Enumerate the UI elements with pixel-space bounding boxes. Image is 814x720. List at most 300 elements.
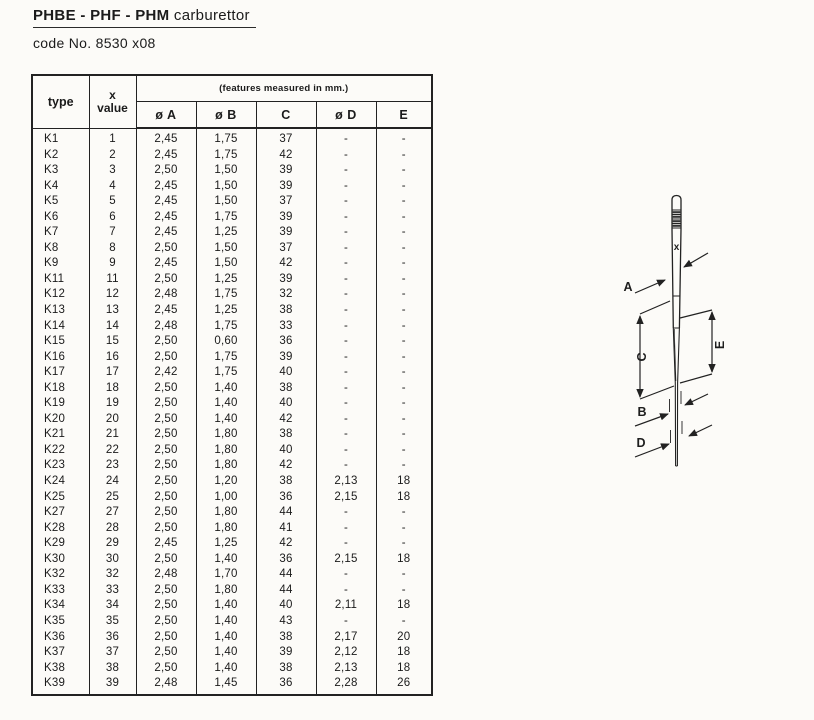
cell-c: 37 bbox=[256, 241, 316, 257]
cell-e: - bbox=[376, 128, 432, 148]
page-title-regular: carburettor bbox=[169, 7, 250, 24]
table-header bbox=[32, 75, 432, 128]
cell-c: 36 bbox=[256, 676, 316, 695]
cell-dia-d: 2,13 bbox=[316, 661, 376, 677]
cell-c: 36 bbox=[256, 334, 316, 350]
cell-x-value: 33 bbox=[89, 583, 136, 599]
table-row bbox=[32, 287, 432, 303]
cell-dia-d: - bbox=[316, 128, 376, 148]
cell-dia-b: 1,80 bbox=[196, 583, 256, 599]
cell-c: 44 bbox=[256, 583, 316, 599]
table-row bbox=[32, 365, 432, 381]
cell-x-value: 8 bbox=[89, 241, 136, 257]
cell-dia-a: 2,48 bbox=[136, 287, 196, 303]
cell-dia-d: 2,13 bbox=[316, 474, 376, 490]
cell-c: 39 bbox=[256, 272, 316, 288]
dim-a-label: A bbox=[623, 280, 633, 294]
cell-c: 36 bbox=[256, 490, 316, 506]
table-row bbox=[32, 536, 432, 552]
cell-e: - bbox=[376, 319, 432, 335]
cell-type: K28 bbox=[32, 521, 89, 537]
cell-x-value: 28 bbox=[89, 521, 136, 537]
cell-x-value: 23 bbox=[89, 458, 136, 474]
cell-dia-b: 1,50 bbox=[196, 194, 256, 210]
cell-x-value: 6 bbox=[89, 210, 136, 226]
cell-type: K4 bbox=[32, 179, 89, 195]
cell-dia-b: 1,20 bbox=[196, 474, 256, 490]
cell-x-value: 27 bbox=[89, 505, 136, 521]
col-header-e: E bbox=[376, 102, 432, 129]
cell-type: K8 bbox=[32, 241, 89, 257]
cell-dia-d: - bbox=[316, 614, 376, 630]
cell-dia-d: - bbox=[316, 256, 376, 272]
cell-dia-b: 1,25 bbox=[196, 303, 256, 319]
cell-dia-b: 1,40 bbox=[196, 661, 256, 677]
cell-x-value: 15 bbox=[89, 334, 136, 350]
cell-dia-d: - bbox=[316, 567, 376, 583]
x-label-line2: value bbox=[97, 100, 128, 115]
cell-dia-b: 1,75 bbox=[196, 148, 256, 164]
cell-type: K33 bbox=[32, 583, 89, 599]
cell-dia-b: 1,80 bbox=[196, 427, 256, 443]
cell-x-value: 32 bbox=[89, 567, 136, 583]
cell-x-value: 18 bbox=[89, 381, 136, 397]
cell-type: K9 bbox=[32, 256, 89, 272]
cell-c: 42 bbox=[256, 256, 316, 272]
cell-dia-a: 2,50 bbox=[136, 661, 196, 677]
cell-type: K20 bbox=[32, 412, 89, 428]
cell-dia-a: 2,50 bbox=[136, 505, 196, 521]
table-row bbox=[32, 303, 432, 319]
cell-dia-d: - bbox=[316, 319, 376, 335]
cell-e: - bbox=[376, 505, 432, 521]
cell-type: K22 bbox=[32, 443, 89, 459]
cell-type: K5 bbox=[32, 194, 89, 210]
cell-dia-b: 1,40 bbox=[196, 598, 256, 614]
cell-e: - bbox=[376, 194, 432, 210]
cell-dia-b: 1,75 bbox=[196, 210, 256, 226]
cell-e: - bbox=[376, 256, 432, 272]
cell-c: 38 bbox=[256, 474, 316, 490]
cell-c: 38 bbox=[256, 427, 316, 443]
dim-c-label: C bbox=[635, 352, 649, 362]
cell-e: 18 bbox=[376, 598, 432, 614]
col-header-type: type bbox=[32, 75, 89, 128]
cell-type: K37 bbox=[32, 645, 89, 661]
cell-dia-a: 2,50 bbox=[136, 490, 196, 506]
cell-x-value: 14 bbox=[89, 319, 136, 335]
cell-e: - bbox=[376, 225, 432, 241]
table-row bbox=[32, 443, 432, 459]
cell-e: - bbox=[376, 241, 432, 257]
cell-dia-b: 1,40 bbox=[196, 396, 256, 412]
cell-c: 42 bbox=[256, 536, 316, 552]
cell-x-value: 16 bbox=[89, 350, 136, 366]
cell-e: - bbox=[376, 179, 432, 195]
cell-c: 42 bbox=[256, 148, 316, 164]
cell-c: 44 bbox=[256, 505, 316, 521]
cell-dia-d: 2,12 bbox=[316, 645, 376, 661]
table-row bbox=[32, 350, 432, 366]
dim-d-arrows bbox=[635, 421, 712, 457]
cell-dia-a: 2,48 bbox=[136, 319, 196, 335]
table-row bbox=[32, 552, 432, 568]
cell-dia-b: 1,75 bbox=[196, 128, 256, 148]
cell-type: K27 bbox=[32, 505, 89, 521]
cell-dia-a: 2,50 bbox=[136, 583, 196, 599]
table-row bbox=[32, 412, 432, 428]
cell-type: K24 bbox=[32, 474, 89, 490]
cell-c: 39 bbox=[256, 645, 316, 661]
cell-x-value: 9 bbox=[89, 256, 136, 272]
cell-dia-a: 2,45 bbox=[136, 128, 196, 148]
cell-dia-b: 1,40 bbox=[196, 412, 256, 428]
col-header-dia-b: ø B bbox=[196, 102, 256, 129]
cell-dia-b: 1,40 bbox=[196, 614, 256, 630]
cell-dia-b: 1,80 bbox=[196, 458, 256, 474]
cell-dia-b: 1,80 bbox=[196, 505, 256, 521]
cell-dia-a: 2,50 bbox=[136, 272, 196, 288]
table-row bbox=[32, 210, 432, 226]
cell-dia-d: - bbox=[316, 583, 376, 599]
cell-x-value: 3 bbox=[89, 163, 136, 179]
cell-dia-b: 1,40 bbox=[196, 630, 256, 646]
cell-dia-a: 2,50 bbox=[136, 458, 196, 474]
cell-c: 36 bbox=[256, 552, 316, 568]
cell-type: K11 bbox=[32, 272, 89, 288]
cell-dia-a: 2,45 bbox=[136, 210, 196, 226]
col-header-dia-a: ø A bbox=[136, 102, 196, 129]
cell-dia-a: 2,50 bbox=[136, 381, 196, 397]
cell-c: 42 bbox=[256, 412, 316, 428]
cell-type: K6 bbox=[32, 210, 89, 226]
cell-dia-d: - bbox=[316, 287, 376, 303]
cell-type: K13 bbox=[32, 303, 89, 319]
cell-dia-b: 1,75 bbox=[196, 350, 256, 366]
cell-dia-a: 2,50 bbox=[136, 630, 196, 646]
cell-x-value: 1 bbox=[89, 128, 136, 148]
cell-dia-a: 2,50 bbox=[136, 396, 196, 412]
cell-dia-b: 1,50 bbox=[196, 241, 256, 257]
cell-dia-a: 2,45 bbox=[136, 303, 196, 319]
cell-dia-d: - bbox=[316, 443, 376, 459]
page-title bbox=[33, 7, 256, 28]
cell-e: - bbox=[376, 163, 432, 179]
cell-x-value: 17 bbox=[89, 365, 136, 381]
x-label-line1: x bbox=[109, 87, 116, 102]
cell-type: K2 bbox=[32, 148, 89, 164]
cell-x-value: 39 bbox=[89, 676, 136, 695]
cell-e: - bbox=[376, 334, 432, 350]
cell-dia-d: 2,15 bbox=[316, 552, 376, 568]
table-row bbox=[32, 583, 432, 599]
cell-type: K39 bbox=[32, 676, 89, 695]
cell-x-value: 12 bbox=[89, 287, 136, 303]
cell-dia-a: 2,50 bbox=[136, 412, 196, 428]
cell-dia-a: 2,50 bbox=[136, 241, 196, 257]
table-row bbox=[32, 319, 432, 335]
cell-type: K18 bbox=[32, 381, 89, 397]
cell-type: K7 bbox=[32, 225, 89, 241]
cell-x-value: 38 bbox=[89, 661, 136, 677]
cell-c: 40 bbox=[256, 396, 316, 412]
cell-dia-a: 2,50 bbox=[136, 427, 196, 443]
cell-x-value: 34 bbox=[89, 598, 136, 614]
cell-dia-b: 1,75 bbox=[196, 287, 256, 303]
table-row bbox=[32, 163, 432, 179]
cell-dia-b: 1,80 bbox=[196, 443, 256, 459]
table-row bbox=[32, 148, 432, 164]
cell-dia-a: 2,50 bbox=[136, 552, 196, 568]
cell-x-value: 2 bbox=[89, 148, 136, 164]
table-row bbox=[32, 194, 432, 210]
cell-dia-b: 1,25 bbox=[196, 225, 256, 241]
cell-x-value: 21 bbox=[89, 427, 136, 443]
cell-c: 40 bbox=[256, 365, 316, 381]
dim-b-label: B bbox=[637, 405, 647, 419]
cell-type: K32 bbox=[32, 567, 89, 583]
cell-dia-a: 2,42 bbox=[136, 365, 196, 381]
cell-e: - bbox=[376, 365, 432, 381]
cell-c: 37 bbox=[256, 128, 316, 148]
cell-c: 39 bbox=[256, 163, 316, 179]
dim-d-label: D bbox=[636, 436, 646, 450]
cell-e: 26 bbox=[376, 676, 432, 695]
cell-c: 43 bbox=[256, 614, 316, 630]
cell-c: 38 bbox=[256, 381, 316, 397]
cell-dia-d: - bbox=[316, 536, 376, 552]
cell-dia-a: 2,45 bbox=[136, 225, 196, 241]
cell-type: K29 bbox=[32, 536, 89, 552]
cell-e: - bbox=[376, 272, 432, 288]
dim-c-arrows bbox=[640, 301, 674, 399]
cell-x-value: 29 bbox=[89, 536, 136, 552]
cell-dia-d: - bbox=[316, 163, 376, 179]
cell-dia-b: 1,00 bbox=[196, 490, 256, 506]
cell-x-value: 37 bbox=[89, 645, 136, 661]
cell-dia-d: 2,28 bbox=[316, 676, 376, 695]
cell-dia-a: 2,50 bbox=[136, 443, 196, 459]
cell-type: K19 bbox=[32, 396, 89, 412]
needle-x-mark: x bbox=[673, 242, 680, 253]
cell-e: - bbox=[376, 303, 432, 319]
table-row bbox=[32, 645, 432, 661]
dim-a-arrows bbox=[635, 253, 708, 293]
cell-dia-b: 1,40 bbox=[196, 552, 256, 568]
cell-dia-b: 1,70 bbox=[196, 567, 256, 583]
table-row bbox=[32, 396, 432, 412]
cell-dia-d: - bbox=[316, 334, 376, 350]
table-row bbox=[32, 225, 432, 241]
cell-type: K14 bbox=[32, 319, 89, 335]
cell-dia-a: 2,45 bbox=[136, 256, 196, 272]
table-row bbox=[32, 381, 432, 397]
table-row bbox=[32, 474, 432, 490]
cell-dia-b: 1,80 bbox=[196, 521, 256, 537]
cell-dia-b: 1,50 bbox=[196, 179, 256, 195]
cell-e: - bbox=[376, 381, 432, 397]
cell-type: K25 bbox=[32, 490, 89, 506]
table-row bbox=[32, 630, 432, 646]
cell-c: 40 bbox=[256, 443, 316, 459]
cell-c: 40 bbox=[256, 598, 316, 614]
cell-e: 18 bbox=[376, 474, 432, 490]
cell-dia-a: 2,50 bbox=[136, 334, 196, 350]
cell-e: 18 bbox=[376, 661, 432, 677]
cell-c: 33 bbox=[256, 319, 316, 335]
cell-dia-b: 1,75 bbox=[196, 365, 256, 381]
cell-dia-a: 2,45 bbox=[136, 179, 196, 195]
cell-dia-d: - bbox=[316, 381, 376, 397]
cell-type: K3 bbox=[32, 163, 89, 179]
cell-type: K23 bbox=[32, 458, 89, 474]
cell-e: - bbox=[376, 412, 432, 428]
cell-x-value: 36 bbox=[89, 630, 136, 646]
cell-dia-b: 1,75 bbox=[196, 319, 256, 335]
cell-type: K21 bbox=[32, 427, 89, 443]
table-row bbox=[32, 128, 432, 148]
cell-dia-d: - bbox=[316, 241, 376, 257]
dim-e-arrows bbox=[680, 310, 712, 383]
cell-type: K16 bbox=[32, 350, 89, 366]
cell-e: - bbox=[376, 396, 432, 412]
cell-dia-a: 2,50 bbox=[136, 598, 196, 614]
cell-x-value: 4 bbox=[89, 179, 136, 195]
cell-dia-b: 1,50 bbox=[196, 163, 256, 179]
needle-outline bbox=[672, 196, 681, 467]
cell-dia-d: - bbox=[316, 179, 376, 195]
table-row bbox=[32, 334, 432, 350]
cell-dia-a: 2,50 bbox=[136, 521, 196, 537]
cell-dia-a: 2,50 bbox=[136, 645, 196, 661]
cell-e: 18 bbox=[376, 490, 432, 506]
cell-type: K38 bbox=[32, 661, 89, 677]
table-row bbox=[32, 521, 432, 537]
cell-dia-b: 1,40 bbox=[196, 381, 256, 397]
cell-e: - bbox=[376, 458, 432, 474]
cell-x-value: 7 bbox=[89, 225, 136, 241]
cell-dia-b: 1,40 bbox=[196, 645, 256, 661]
cell-dia-d: 2,11 bbox=[316, 598, 376, 614]
cell-dia-d: - bbox=[316, 458, 376, 474]
cell-dia-d: 2,17 bbox=[316, 630, 376, 646]
cell-dia-a: 2,50 bbox=[136, 474, 196, 490]
cell-e: - bbox=[376, 583, 432, 599]
cell-dia-a: 2,50 bbox=[136, 163, 196, 179]
cell-c: 38 bbox=[256, 630, 316, 646]
cell-c: 39 bbox=[256, 350, 316, 366]
cell-type: K36 bbox=[32, 630, 89, 646]
needle-diagram bbox=[595, 183, 795, 483]
cell-e: - bbox=[376, 443, 432, 459]
table-row bbox=[32, 676, 432, 695]
cell-c: 38 bbox=[256, 303, 316, 319]
table-row bbox=[32, 661, 432, 677]
cell-e: - bbox=[376, 427, 432, 443]
table-row bbox=[32, 458, 432, 474]
table-row bbox=[32, 179, 432, 195]
cell-dia-d: - bbox=[316, 225, 376, 241]
header-row-top bbox=[32, 75, 432, 102]
cell-dia-b: 0,60 bbox=[196, 334, 256, 350]
cell-c: 38 bbox=[256, 661, 316, 677]
cell-x-value: 20 bbox=[89, 412, 136, 428]
cell-dia-d: - bbox=[316, 505, 376, 521]
code-number: code No. 8530 x08 bbox=[33, 35, 156, 51]
cell-dia-d: - bbox=[316, 194, 376, 210]
title-block bbox=[33, 7, 256, 51]
col-header-c: C bbox=[256, 102, 316, 129]
table-row bbox=[32, 427, 432, 443]
cell-x-value: 19 bbox=[89, 396, 136, 412]
cell-dia-a: 2,50 bbox=[136, 614, 196, 630]
cell-e: - bbox=[376, 287, 432, 303]
cell-dia-d: - bbox=[316, 412, 376, 428]
cell-dia-d: - bbox=[316, 521, 376, 537]
cell-c: 42 bbox=[256, 458, 316, 474]
cell-dia-d: - bbox=[316, 272, 376, 288]
cell-x-value: 22 bbox=[89, 443, 136, 459]
cell-c: 41 bbox=[256, 521, 316, 537]
col-header-dia-d: ø D bbox=[316, 102, 376, 129]
cell-type: K34 bbox=[32, 598, 89, 614]
cell-type: K12 bbox=[32, 287, 89, 303]
cell-e: 18 bbox=[376, 552, 432, 568]
cell-c: 44 bbox=[256, 567, 316, 583]
cell-x-value: 25 bbox=[89, 490, 136, 506]
table-row bbox=[32, 272, 432, 288]
table-row bbox=[32, 614, 432, 630]
cell-e: - bbox=[376, 614, 432, 630]
dim-e-label: E bbox=[713, 340, 727, 350]
cell-dia-d: - bbox=[316, 303, 376, 319]
cell-c: 39 bbox=[256, 225, 316, 241]
cell-c: 39 bbox=[256, 179, 316, 195]
cell-dia-d: - bbox=[316, 148, 376, 164]
cell-c: 39 bbox=[256, 210, 316, 226]
cell-dia-b: 1,25 bbox=[196, 536, 256, 552]
cell-e: - bbox=[376, 148, 432, 164]
cell-c: 32 bbox=[256, 287, 316, 303]
cell-type: K35 bbox=[32, 614, 89, 630]
needle-spec-table bbox=[31, 74, 433, 696]
cell-dia-a: 2,45 bbox=[136, 536, 196, 552]
cell-dia-d: - bbox=[316, 427, 376, 443]
cell-dia-a: 2,50 bbox=[136, 350, 196, 366]
table-row bbox=[32, 598, 432, 614]
cell-dia-b: 1,50 bbox=[196, 256, 256, 272]
cell-dia-a: 2,48 bbox=[136, 676, 196, 695]
cell-type: K17 bbox=[32, 365, 89, 381]
table-row bbox=[32, 490, 432, 506]
cell-e: - bbox=[376, 350, 432, 366]
cell-e: - bbox=[376, 210, 432, 226]
cell-e: - bbox=[376, 536, 432, 552]
cell-dia-d: 2,15 bbox=[316, 490, 376, 506]
table-row bbox=[32, 567, 432, 583]
cell-x-value: 24 bbox=[89, 474, 136, 490]
table-row bbox=[32, 505, 432, 521]
cell-c: 37 bbox=[256, 194, 316, 210]
cell-dia-b: 1,25 bbox=[196, 272, 256, 288]
cell-dia-d: - bbox=[316, 396, 376, 412]
cell-x-value: 13 bbox=[89, 303, 136, 319]
cell-x-value: 5 bbox=[89, 194, 136, 210]
table-body bbox=[32, 128, 432, 695]
cell-type: K30 bbox=[32, 552, 89, 568]
table-row bbox=[32, 241, 432, 257]
col-header-x-value bbox=[89, 75, 136, 128]
